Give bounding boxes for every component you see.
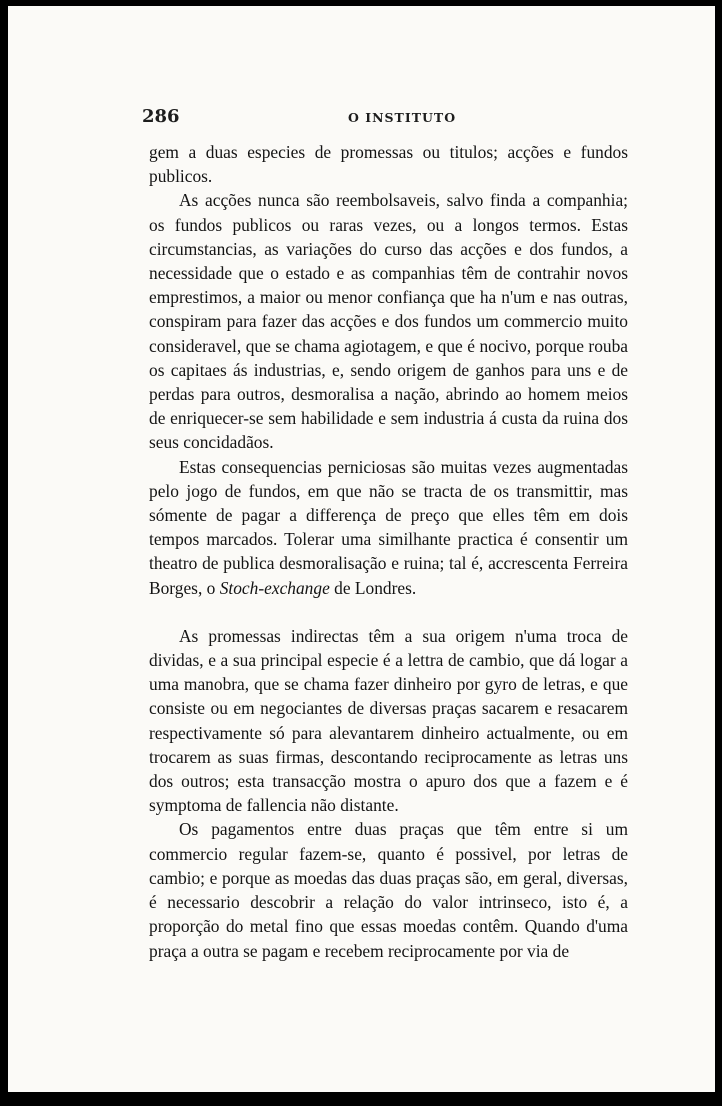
italic-term: Stoch-exchange	[219, 577, 330, 598]
paragraph-consequencias-end: de Londres.	[329, 577, 417, 598]
running-title: O INSTITUTO	[348, 110, 457, 125]
body-text	[149, 140, 628, 963]
paragraph-acções: As acções nunca são reembolsaveis, salvo finda a companhia; os fundos publicos ou raras vezes, ou a longos termos. Estas circumstancias, as variações do curso das acções e dos fundos, a necessidade que o estado e as companhias têm de contrahir novos emprestimos, a maior ou menor confiança que ha n'um e nas outras, conspiram para fazer das acções e dos fundos um commercio muito consideravel, que se chama agiotagem, e que é nocivo, porque rouba os capitaes ás industrias, e, sendo origem de ganhos para uns e de perdas para outros, desmoralisa a nação, abrindo ao homem meios de enriquecer-se sem habilidade e sem industria á custa da ruina dos seus concidadãos.	[149, 190, 628, 453]
paragraph-promessas: As promessas indirectas têm a sua origem n'uma troca de dividas, e a sua principal especie é a lettra de cambio, que dá logar a uma manobra, que se chama fazer dinheiro por gyro de letras, e que consiste ou em negociantes de diversas praças sacarem e resacarem respectivamente só para alevantarem dinheiro actualmente, ou em trocarem as suas firmas, descontando reciprocamente as letras uns dos outros; esta transacção mostra o apuro dos que a fazem e é symptoma de fallencia não distante.	[149, 625, 628, 816]
paragraph-continuation: gem a duas especies de promessas ou titulos; acções e fundos publicos.	[149, 142, 628, 187]
paragraph-consequencias-text: Estas consequencias perniciosas são muitas vezes augmentadas pelo jogo de fundos, em que não se tracta de os transmittir, mas sómente de pagar a differença de preço que elles têm em dois tempos marcados. Tolerar uma similhante practica é consentir um theatro de publica desmoralisação e ruina; tal é, accrescenta Ferreira Borges, o	[149, 456, 628, 598]
book-page	[8, 6, 715, 1092]
page-header	[8, 106, 715, 130]
paragraph-consequencias	[149, 455, 628, 600]
page-number: 286	[142, 106, 180, 127]
paragraph-pagamentos: Os pagamentos entre duas praças que têm entre si um commercio regular fazem-se, quanto é possivel, por letras de cambio; e porque as moedas das duas praças são, em geral, diversas, é necessario descobrir a relação do valor intrinseco, isto é, a proporção do metal fino que essas moedas contêm. Quando d'uma praça a outra se pagam e recebem reciprocamente por via de	[149, 819, 628, 961]
